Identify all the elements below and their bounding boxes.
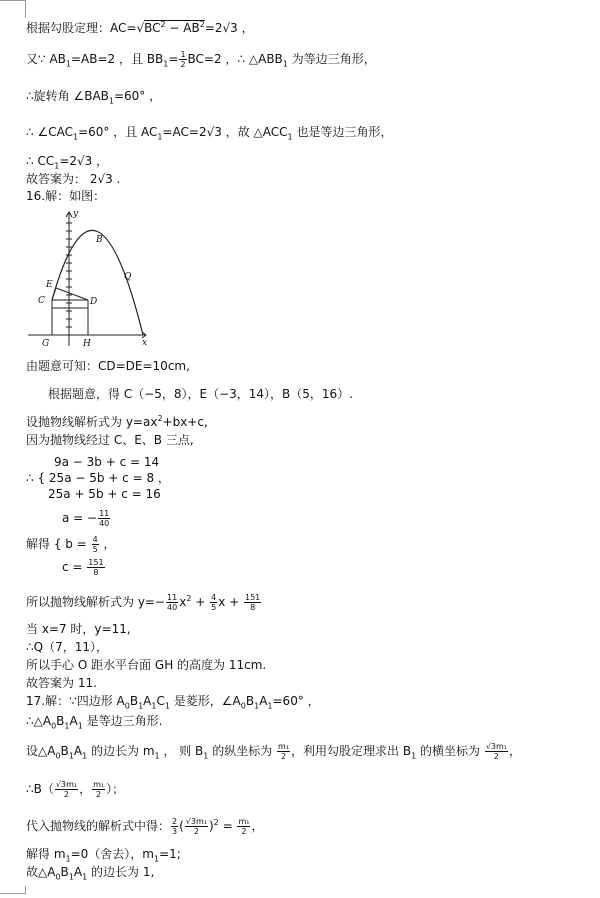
label-x: x — [142, 338, 148, 347]
label-D: D — [90, 297, 98, 307]
line-equilateral-acc1: ∴ $\angle CAC_1=60^\circ$ ，且 $AC_1=AC=2√3$ ，故 $\triangle ACC_1$ 也是等边三角形， — [26, 125, 393, 142]
line-passes-points: 因为抛物线经过 C、E、B 三点, — [26, 433, 194, 447]
line-coordinates: 根据题意，得 C（−5，8），E（−3，14），B（5，16）. — [48, 387, 354, 401]
line-side-answer: 故$\triangle A_0B_1A_1$ 的边长为 1, — [26, 865, 155, 882]
label-y: y — [73, 209, 79, 219]
solution-a: a = − $\frac{11}{40}$ — [62, 509, 110, 528]
page-corner-mark — [0, 893, 26, 894]
line-height: 所以手心 O 距水平台面 GH 的高度为 11cm. — [26, 658, 267, 672]
line-problem-17: 17.解：∵四边形 $A_0B_1A_1C_1$ 是菱形，$\angle A_0B_1A_1=60^\circ$ ， — [26, 694, 320, 711]
line-cd-de: 由题意可知：CD=DE=10cm, — [26, 359, 190, 373]
label-C: C — [38, 296, 45, 306]
line-pythagoras: 根据勾股定理：$AC=√BC^2 - AB^2=2√3$ ， — [26, 20, 254, 35]
label-G: G — [42, 339, 50, 347]
line-answer-16: 故答案为 11. — [26, 676, 97, 690]
segment-ce — [52, 288, 56, 300]
line-cc1: ∴ $CC_1=2√3$ ， — [26, 154, 109, 171]
line-parabola-result: 所以抛物线解析式为 y=− $\frac{11}{40}$ $x^2$ + $\frac{4}{5}$ x + $\frac{151}{8}$ — [26, 593, 261, 612]
label-H: H — [83, 339, 91, 347]
solution-c: c = $\frac{151}{8}$ — [62, 558, 104, 577]
label-E: E — [46, 280, 53, 290]
page-corner-mark — [25, 886, 26, 894]
equation-system-row: ∴ { 25a − 5b + c = 8 ， — [26, 471, 170, 485]
solution-b: 解得 { b = $\frac{4}{5}$ ， — [26, 535, 116, 554]
line-side-length: 设$\triangle A_0B_1A_1$ 的边长为 $m_1$ ， 则 $B_1$ 的纵坐标为 $\frac{\text{m₁}}{2}$ ，利用勾股定理求出 $B_1$ 的横坐标为 $\frac{\text{√3m₁}}{2}$ ， — [26, 742, 522, 761]
label-B: B — [96, 235, 103, 245]
label-Q: Q — [124, 272, 132, 282]
line-equilateral-a0b1a1: $\therefore\triangle A_0B_1A_1$ 是等边三角形. — [26, 714, 163, 731]
line-x7: 当 x=7 时，y=11, — [26, 622, 131, 636]
line-problem-16: 16.解：如图： — [26, 189, 106, 203]
line-equilateral-abb1: 又∵ $AB_1=AB=2$ ，且 $BB_1=$ $\frac{1}{2}$ BC=2 ，∴ $\triangle ABB_1$ 为等边三角形， — [26, 50, 376, 69]
line-point-b: ∴B（ $\frac{\text{√3m₁}}{2}$ ， $\frac{\text{m₁}}{2}$ ）； — [26, 780, 125, 799]
page-corner-mark — [25, 0, 26, 18]
line-answer-15: 故答案为： 2√3 . — [26, 172, 121, 186]
equation-system: 9a − 3b + c = 14 — [54, 455, 160, 469]
line-substitute: 代入抛物线的解析式中得： $\frac{2}{3}$ ( $\frac{\text{√3m₁}}{2}$ )$^2$ = $\frac{\text{m₁}}{2}$ ， — [26, 817, 264, 836]
line-solve-m1: 解得 $m_1=0$（舍去），$m_1=1$; — [26, 847, 181, 864]
segment-ed — [56, 288, 88, 300]
page-corner-mark — [0, 0, 26, 1]
parabola-curve — [52, 230, 143, 335]
line-rotation-angle: ∴旋转角 $\angle BAB_1=60^\circ$ ， — [26, 89, 162, 106]
equation-system-row: 25a + 5b + c = 16 — [48, 487, 161, 501]
parabola-figure — [26, 205, 150, 347]
line-q-point: ∴Q（7，11）， — [26, 640, 108, 654]
line-assume-parabola: 设抛物线解析式为 $y=ax^2+bx+c$, — [26, 414, 208, 429]
